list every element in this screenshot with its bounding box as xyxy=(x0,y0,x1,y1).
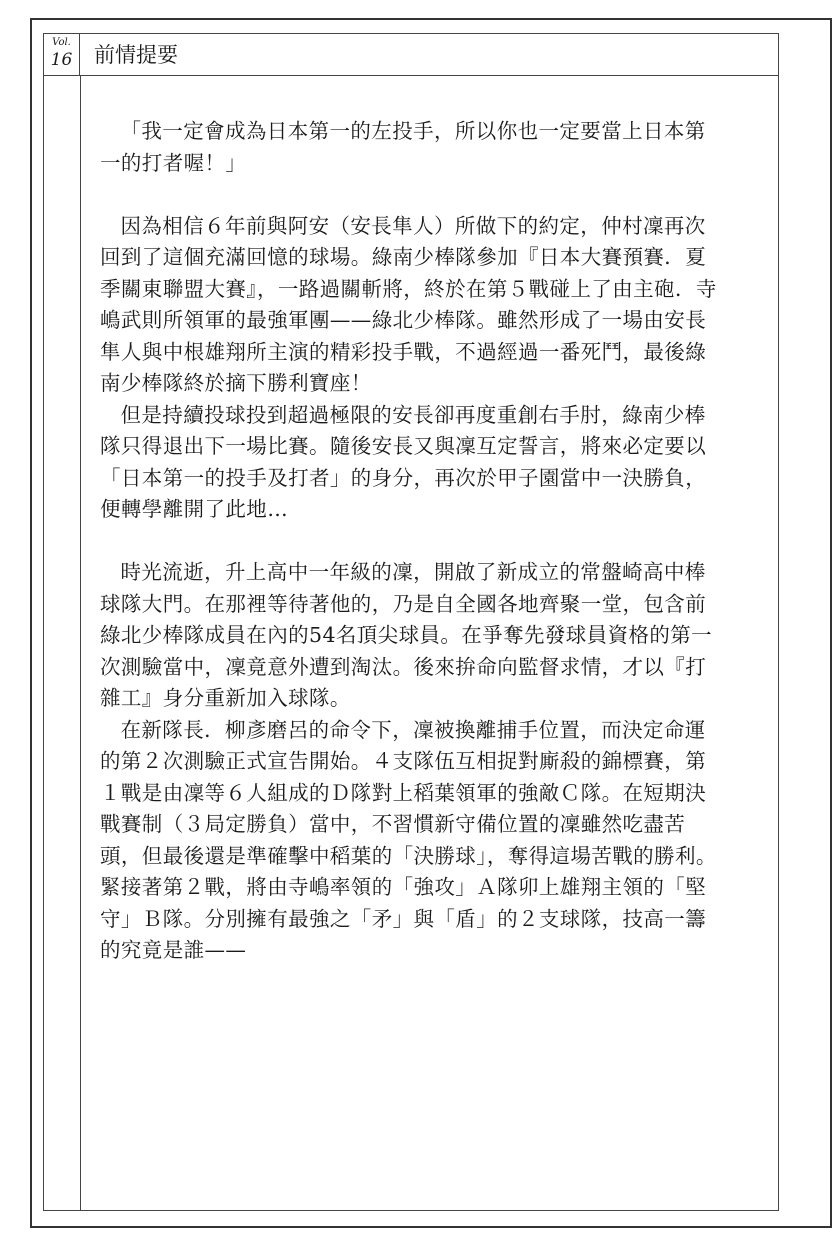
synopsis-paragraph: 時光流逝，升上高中一年級的凜，開啟了新成立的常盤崎高中棒球隊大門。在那裡等待著他的，乃是自全國各地齊聚一堂，包含前綠北少棒隊成員在內的54名頂尖球員。在爭奪先發球員資格的第一次測驗當中，凜竟意外遭到淘汰。後來拚命向監督求情，才以『打雜工』身分重新加入球隊。 xyxy=(100,560,713,710)
synopsis-paragraph: 「我一定會成為日本第一的左投手，所以你也一定要當上日本第一的打者喔！」 xyxy=(100,119,706,175)
volume-label: Vol. xyxy=(52,37,71,48)
header-row xyxy=(44,34,778,76)
synopsis-paragraph: 但是持續投球投到超過極限的安長卻再度重創右手肘，綠南少棒隊只得退出下一場比賽。隨後安長又與凜互定誓言，將來必定要以「日本第一的投手及打者」的身分，再次於甲子園當中一決勝負，便轉學離開了此地… xyxy=(100,402,707,521)
synopsis-body xyxy=(100,116,720,967)
synopsis-paragraph: 在新隊長．柳彥磨呂的命令下，凜被換離捕手位置，而決定命運的第２次測驗正式宣告開始。４支隊伍互相捉對廝殺的錦標賽，第１戰是由凜等６人組成的Ｄ隊對上稻葉領軍的強敵Ｃ隊。在短期決戰賽制（３局定勝負）當中，不習慣新守備位置的凜雖然吃盡苦頭，但最後還是準確擊中稻葉的「決勝球」，奪得這場苦戰的勝利。緊接著第２戰，將由寺嶋率領的「強攻」Ａ隊卯上雄翔主領的「堅守」Ｂ隊。分別擁有最強之「矛」與「盾」的２支球隊，技高一籌的究竟是誰—— xyxy=(100,717,717,962)
page-title: 前情提要 xyxy=(94,43,178,67)
synopsis-paragraph: 因為相信６年前與阿安（安長隼人）所做下的約定，仲村凜再次回到了這個充滿回憶的球場。綠南少棒隊參加『日本大賽預賽．夏季關東聯盟大賽』，一路過關斬將，終於在第５戰碰上了由主砲．寺嶋武則所領軍的最強軍團——綠北少棒隊。雖然形成了一場由安長隼人與中根雄翔所主演的精彩投手戰，不過經過一番死鬥，最後綠南少棒隊終於摘下勝利寶座！ xyxy=(100,213,717,395)
margin-rule xyxy=(80,76,81,1210)
volume-number: 16 xyxy=(50,50,73,70)
volume-cell xyxy=(44,34,80,75)
